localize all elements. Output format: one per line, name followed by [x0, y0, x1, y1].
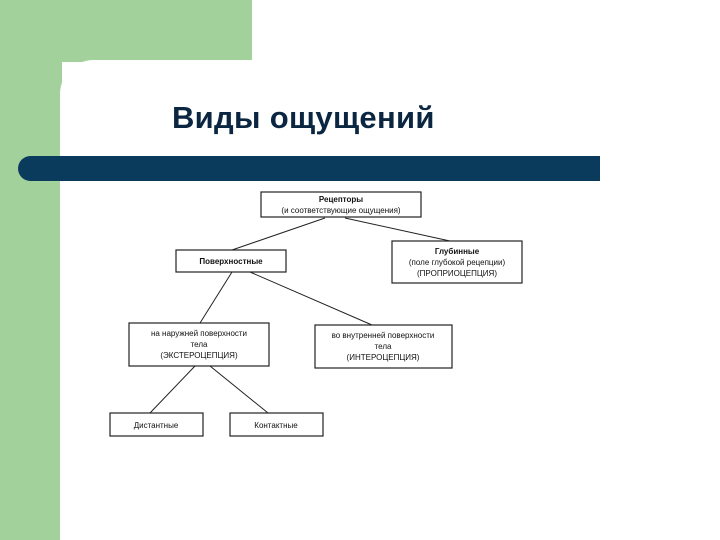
- deep-title: Глубинные: [434, 247, 480, 256]
- connector-surface-inner: [250, 272, 372, 325]
- slide-title: Виды ощущений: [172, 100, 435, 135]
- deep-subtitle: (поле глубокой рецепции): [408, 258, 506, 267]
- receptors-title: Рецепторы: [318, 195, 364, 204]
- box-contact: [230, 413, 323, 436]
- outer-line2: тела: [190, 340, 208, 349]
- inner-line2: тела: [374, 342, 392, 351]
- connector-receptors-deep: [345, 218, 450, 241]
- contact-label: Контактные: [254, 421, 298, 430]
- connector-surface-outer: [200, 272, 232, 323]
- inner-term: (ИНТЕРОЦЕПЦИЯ): [346, 353, 420, 362]
- box-deep: [392, 241, 522, 283]
- outer-term: (ЭКСТЕРОЦЕПЦИЯ): [160, 351, 238, 360]
- receptors-subtitle: (и соответствующие ощущения): [281, 206, 401, 215]
- outer-line1: на наружней поверхности: [150, 329, 248, 338]
- connector-outer-contact: [210, 366, 268, 413]
- distant-label: Дистантные: [133, 421, 179, 430]
- surface-label: Поверхностные: [199, 257, 263, 266]
- connector-receptors-surface: [232, 218, 325, 250]
- inner-line1: во внутренней поверхности: [331, 331, 435, 340]
- box-surface: [176, 250, 286, 272]
- box-distant: [110, 413, 203, 436]
- box-inner: [315, 325, 452, 368]
- box-receptors: [261, 192, 421, 217]
- box-outer: [129, 323, 269, 366]
- connector-outer-distant: [150, 366, 195, 413]
- deep-term: (ПРОПРИОЦЕПЦИЯ): [417, 269, 497, 278]
